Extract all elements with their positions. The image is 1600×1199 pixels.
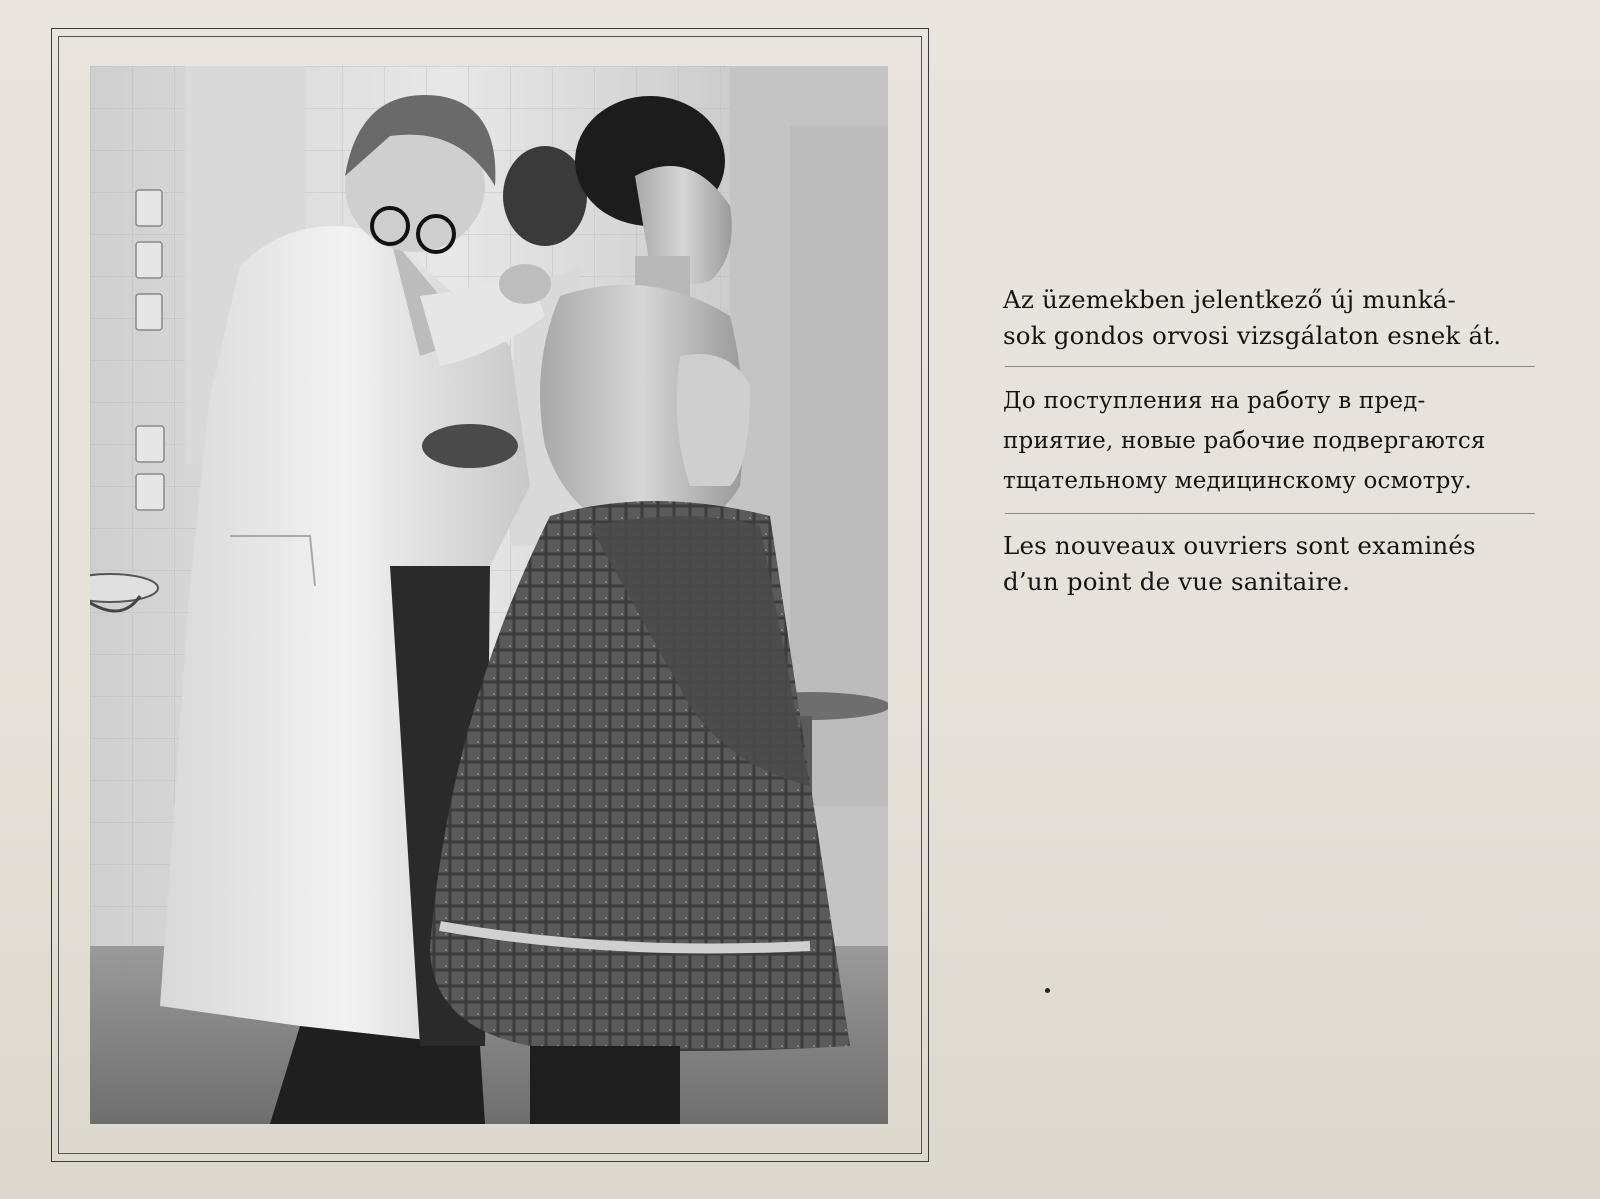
caption-divider (1005, 513, 1535, 514)
photograph-drawing (90, 66, 888, 1124)
caption-russian: До поступления на работу в пред- приятие, новые рабочие подвергаются тщательному медицинскому осмотру. (1003, 388, 1486, 494)
captions (1003, 282, 1573, 600)
paper-speck (1045, 988, 1050, 993)
caption-french: Les nouveaux ouvriers sont examinés d’un point de vue sanitaire. (1003, 531, 1476, 596)
photograph (90, 66, 888, 1124)
caption-divider (1005, 366, 1535, 367)
caption-hungarian: Az üzemekben jelentkező új munká- sok gondos orvosi vizsgálaton esnek át. (1003, 285, 1502, 350)
